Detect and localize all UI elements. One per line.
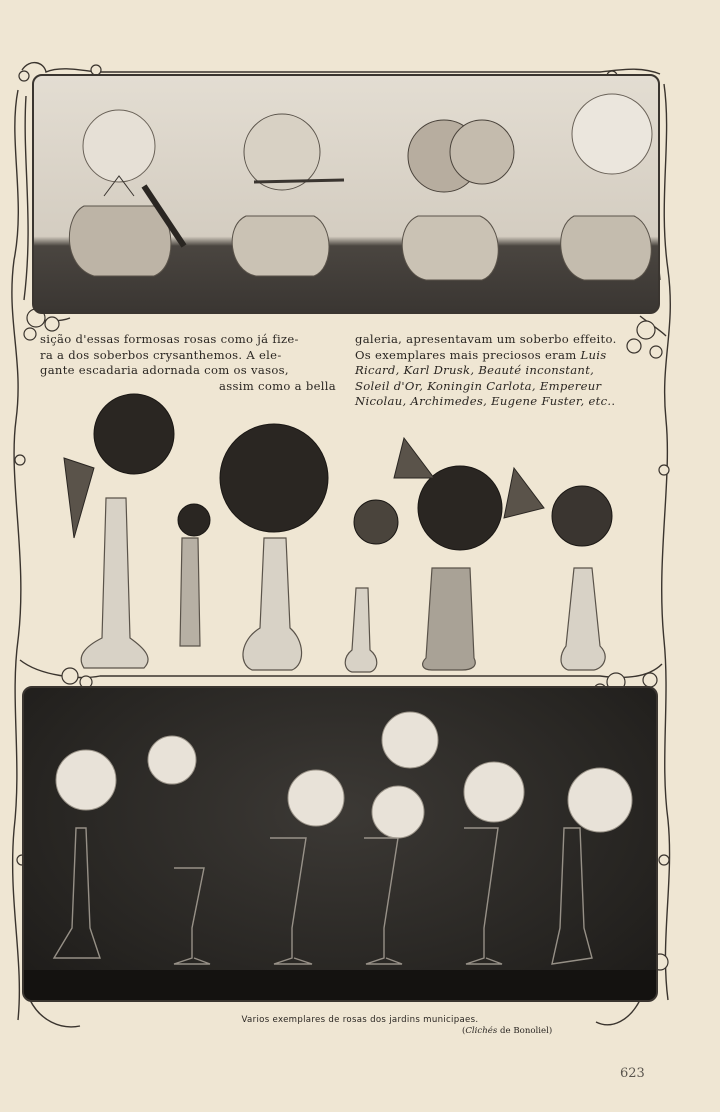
- rose-bloom: [464, 762, 524, 822]
- vase-1: [69, 110, 184, 276]
- rose-bloom: [372, 786, 424, 838]
- article-line: Os exemplares mais preciosos eram: [355, 347, 577, 362]
- vase-4: [561, 94, 652, 280]
- rose-bloom: [568, 768, 632, 832]
- rose-bloom: [382, 712, 438, 768]
- rose-bloom: [178, 504, 210, 536]
- rose-bloom: [354, 500, 398, 544]
- article-line: sição d'essas formosas rosas como já fize-: [40, 332, 299, 346]
- figure-caption: Varios exemplares de rosas dos jardins municipaes.: [241, 1015, 479, 1025]
- article-line: .: [611, 394, 616, 409]
- table-shadow: [24, 970, 656, 1000]
- leaf: [64, 458, 94, 538]
- article-line: ra a dos soberbos crysanthemos. A ele-: [40, 347, 282, 362]
- champagne-glass: [174, 868, 210, 964]
- rose-variety-list: Luis Ricard, Karl Drusk, Beauté inconstant, Soleil d'Or, Koningin Carlota, Empereur Nicolau, Archimedes, Eugene Fuster, etc.: [355, 347, 612, 409]
- glass-vase: [552, 828, 592, 964]
- glass-vase: [54, 828, 100, 958]
- photo-light-roses-glass-vases: [22, 686, 658, 1002]
- vase: [243, 538, 302, 670]
- leaf: [504, 468, 544, 518]
- rose-bloom: [552, 486, 612, 546]
- rose-bloom: [418, 466, 502, 550]
- vase: [423, 568, 476, 670]
- rose-bloom: [56, 750, 116, 810]
- vase: [180, 538, 200, 646]
- article-line: gante escadaria adornada com os vasos,: [40, 363, 289, 378]
- article-line: assim como a bella: [219, 378, 336, 393]
- rose-bloom: [94, 394, 174, 474]
- rose-bloom: [220, 424, 328, 532]
- rose-bloom: [288, 770, 344, 826]
- photo-roses-decorated-vases: [32, 74, 660, 314]
- rose-bloom: [148, 736, 196, 784]
- vase-2: [232, 114, 344, 276]
- vase: [561, 568, 605, 670]
- photo-dark-roses-slender-vases: [34, 388, 654, 678]
- roses-illustration: [34, 76, 658, 312]
- photo-credit: (Clichés de Bonoliel): [462, 1026, 553, 1036]
- credit-cliches: Clichés: [465, 1026, 498, 1036]
- page-number: 623: [620, 1066, 645, 1081]
- vase-3: [402, 120, 514, 280]
- article-line: galeria, apresentavam um soberbo effeito.: [355, 332, 617, 346]
- vase: [345, 588, 377, 672]
- champagne-glass: [464, 828, 502, 964]
- leaf: [394, 438, 434, 478]
- champagne-glass: [364, 838, 402, 964]
- glass-vases-illustration: [24, 688, 656, 1000]
- vase: [81, 498, 148, 668]
- article-column-left: [40, 332, 336, 394]
- champagne-glass: [270, 838, 312, 964]
